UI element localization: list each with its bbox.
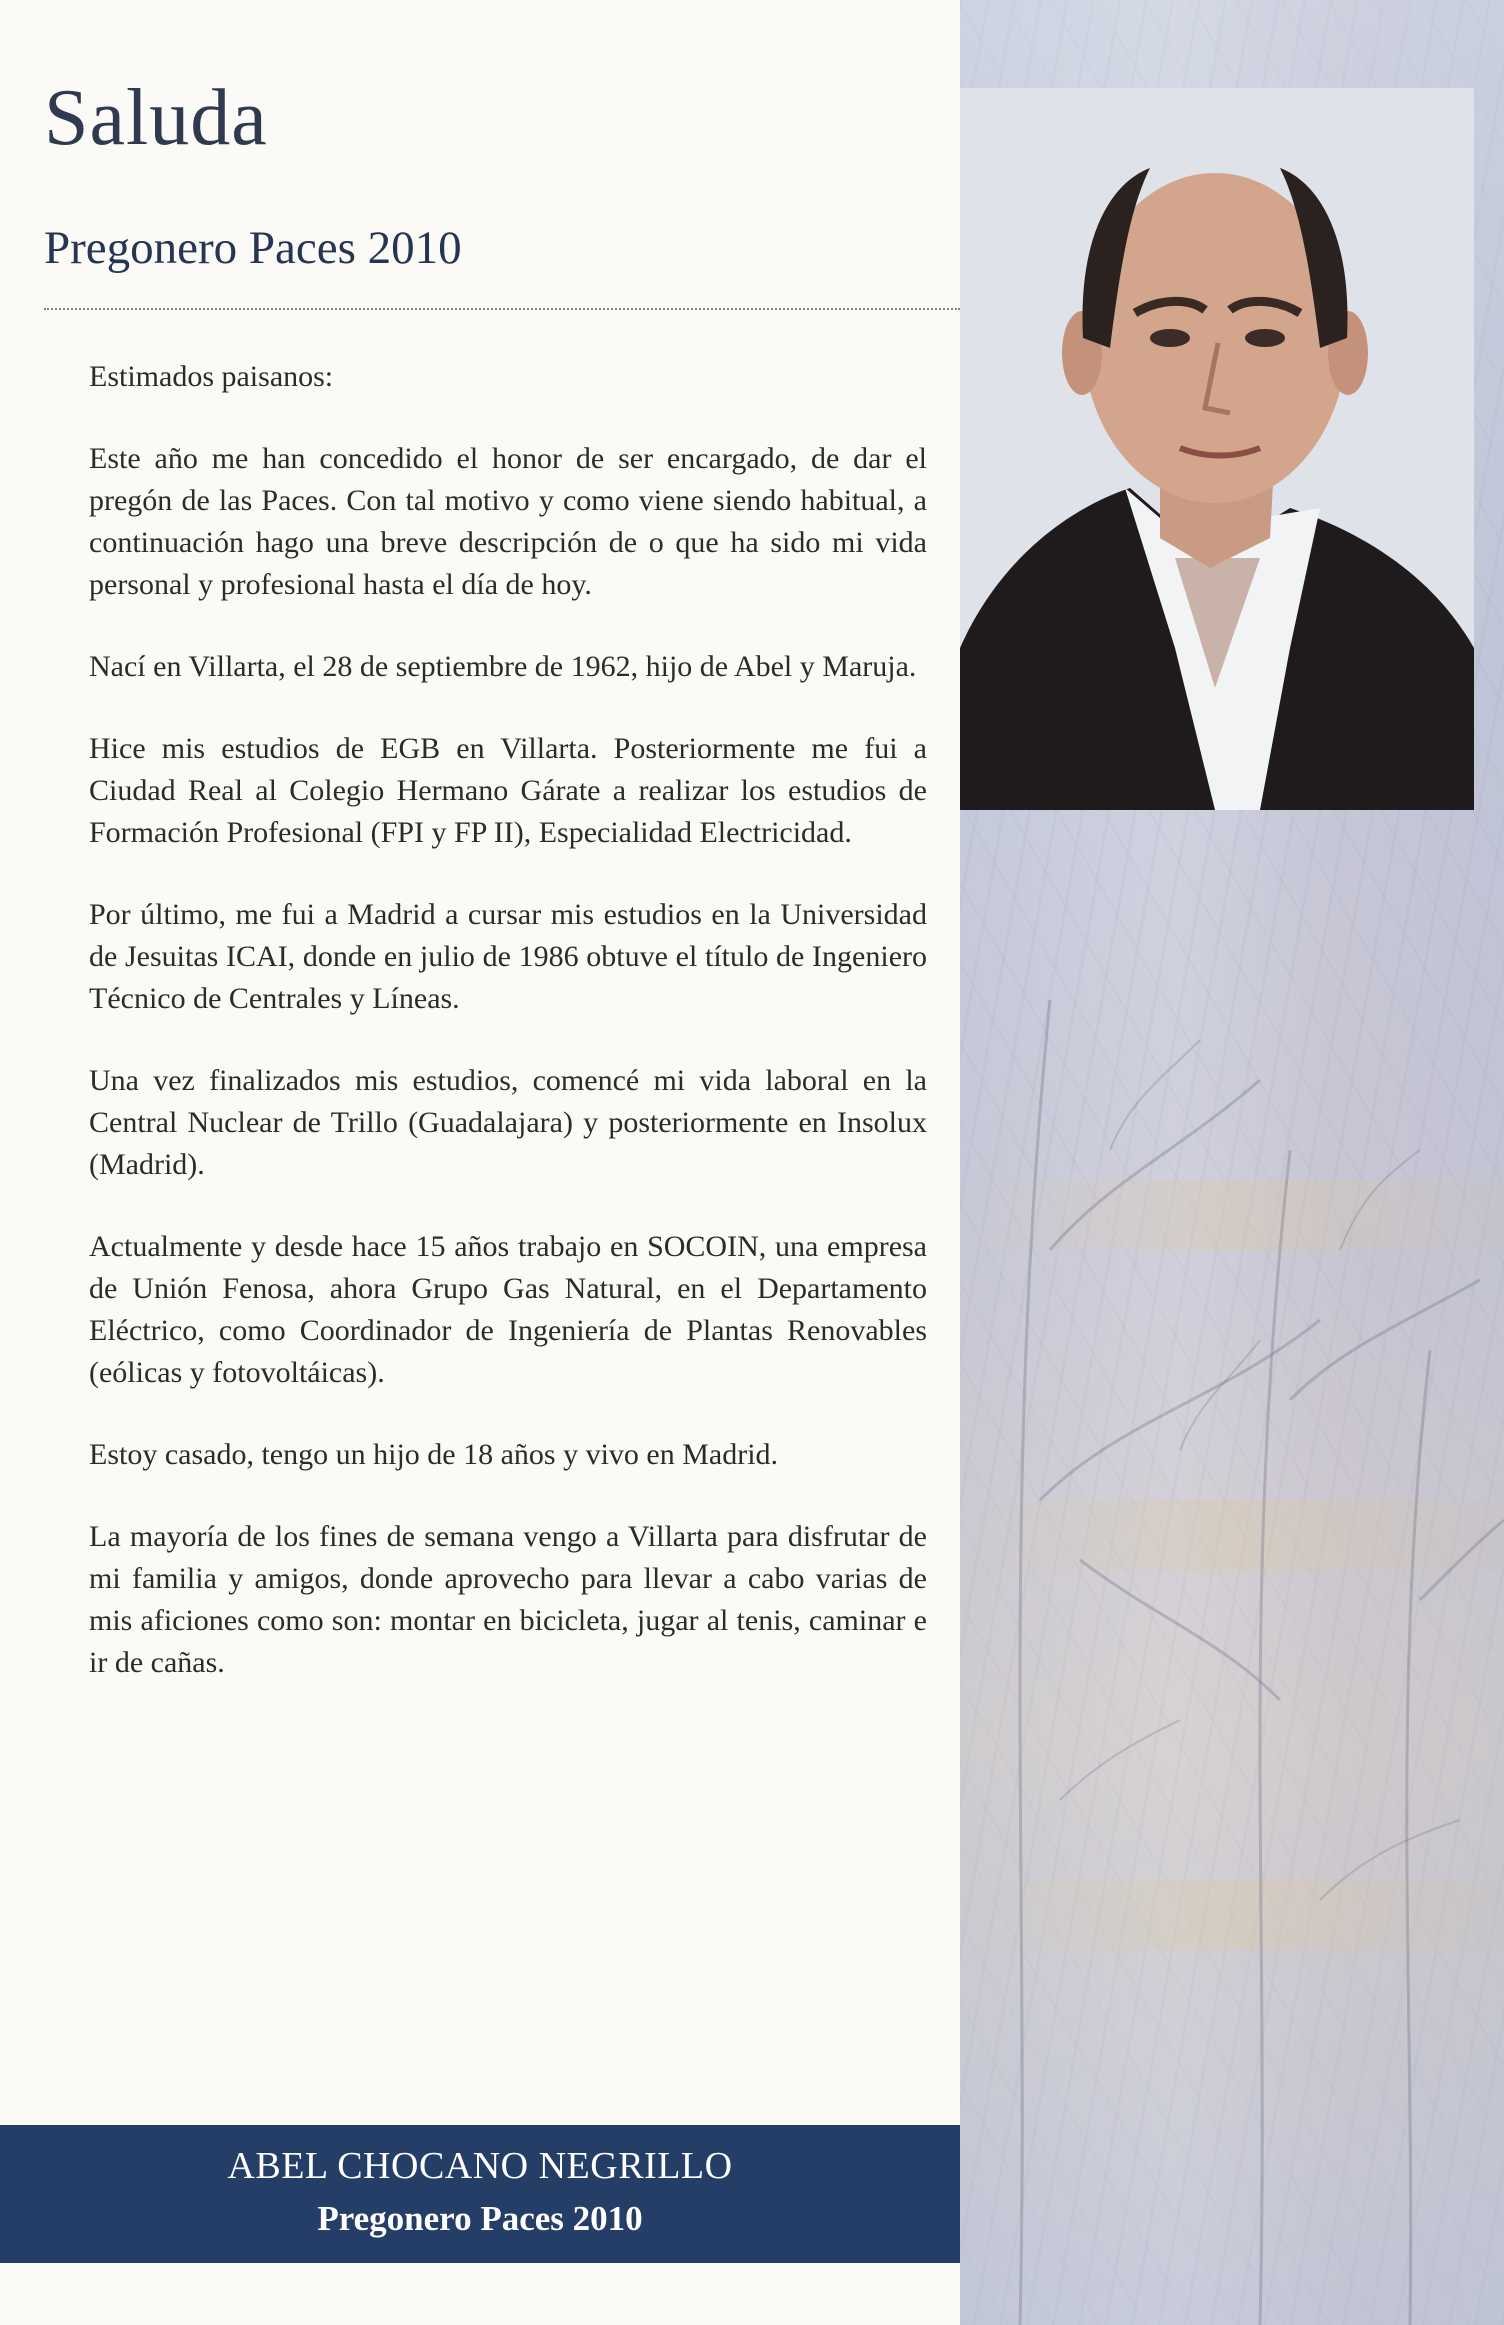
portrait-photo [960,88,1474,810]
paragraph: Una vez finalizados mis estudios, comencé mi vida laboral en la Central Nuclear de Trillo (Guadalajara) y posteriormente en Insolux (Madrid). [89,1064,927,1181]
greeting: Estimados paisanos: [89,360,334,393]
dotted-divider [44,308,960,310]
paragraph: Actualmente y desde hace 15 años trabajo en SOCOIN, una empresa de Unión Fenosa, ahora Grupo Gas Natural, en el Departamento Eléctrico, como Coordinador de Ingeniería de Plantas Renovables (eólicas y fotovoltáicas). [89,1230,927,1389]
portrait-illustration [960,88,1474,810]
signature-band [0,2125,960,2263]
paragraph: Estoy casado, tengo un hijo de 18 años y vivo en Madrid. [89,1438,779,1471]
paragraph: Nací en Villarta, el 28 de septiembre de 1962, hijo de Abel y Maruja. [89,650,917,683]
author-role: Pregonero Paces 2010 [317,2199,643,2238]
paragraph: Por último, me fui a Madrid a cursar mis estudios en la Universidad de Jesuitas ICAI, donde en julio de 1986 obtuve el título de Ingeniero Técnico de Centrales y Líneas. [89,898,927,1015]
page-subtitle: Pregonero Paces 2010 [44,222,462,274]
paragraph: Este año me han concedido el honor de ser encargado, de dar el pregón de las Paces. Con tal motivo y como viene siendo habitual, a continuación hago una breve descripción de o que ha sido mi vida personal y profesional hasta el día de hoy. [89,442,927,601]
paragraph: La mayoría de los fines de semana vengo a Villarta para disfrutar de mi familia y amigos, donde aprovecho para llevar a cabo varias de mis aficiones como son: montar en bicicleta, jugar al tenis, caminar e ir de cañas. [89,1520,927,1679]
paragraph: Hice mis estudios de EGB en Villarta. Posteriormente me fui a Ciudad Real al Colegio Hermano Gárate a realizar los estudios de Formación Profesional (FPI y FP II), Especialidad Electricidad. [89,732,927,849]
page-title: Saluda [44,74,268,162]
author-name: ABEL CHOCANO NEGRILLO [227,2145,733,2187]
letter-body [89,356,927,1724]
